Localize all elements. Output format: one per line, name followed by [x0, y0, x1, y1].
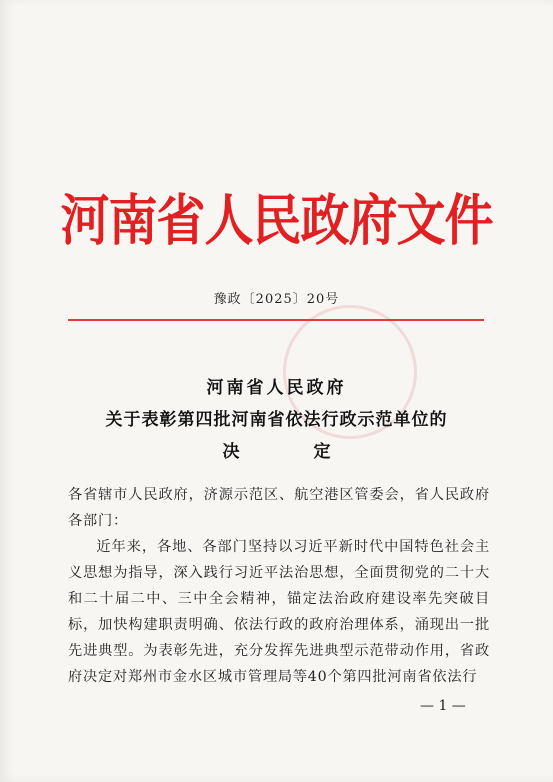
document-body — [68, 482, 490, 690]
page-number: — 1 — — [420, 698, 466, 714]
document-header-title: 河南省人民政府文件 — [60, 189, 493, 254]
title-line-3: 决定 — [222, 442, 405, 462]
title-line-1: 河南省人民政府 — [206, 378, 347, 398]
document-number: 豫政〔2025〕20号 — [213, 292, 340, 307]
body-paragraph-1: 近年来，各地、各部门坚持以习近平新时代中国特色社会主义思想为指导，深入践行习近平法治思想，全面贯彻党的二十大和二十届二中、三中全会精神，锚定法治政府建设率先突破目标，加快构建职责明确、依法行政的政府治理体系，涌现出一批先进典型。为表彰先进，充分发挥先进典型示范带动作用，省政府决定对郑州市金水区城市管理局等40个第四批河南省依法行 — [68, 539, 490, 685]
red-divider-line — [68, 319, 484, 321]
title-line-2: 关于表彰第四批河南省依法行政示范单位的 — [105, 410, 448, 430]
addressee-paragraph: 各省辖市人民政府，济源示范区、航空港区管委会，省人民政府各部门： — [68, 487, 490, 529]
